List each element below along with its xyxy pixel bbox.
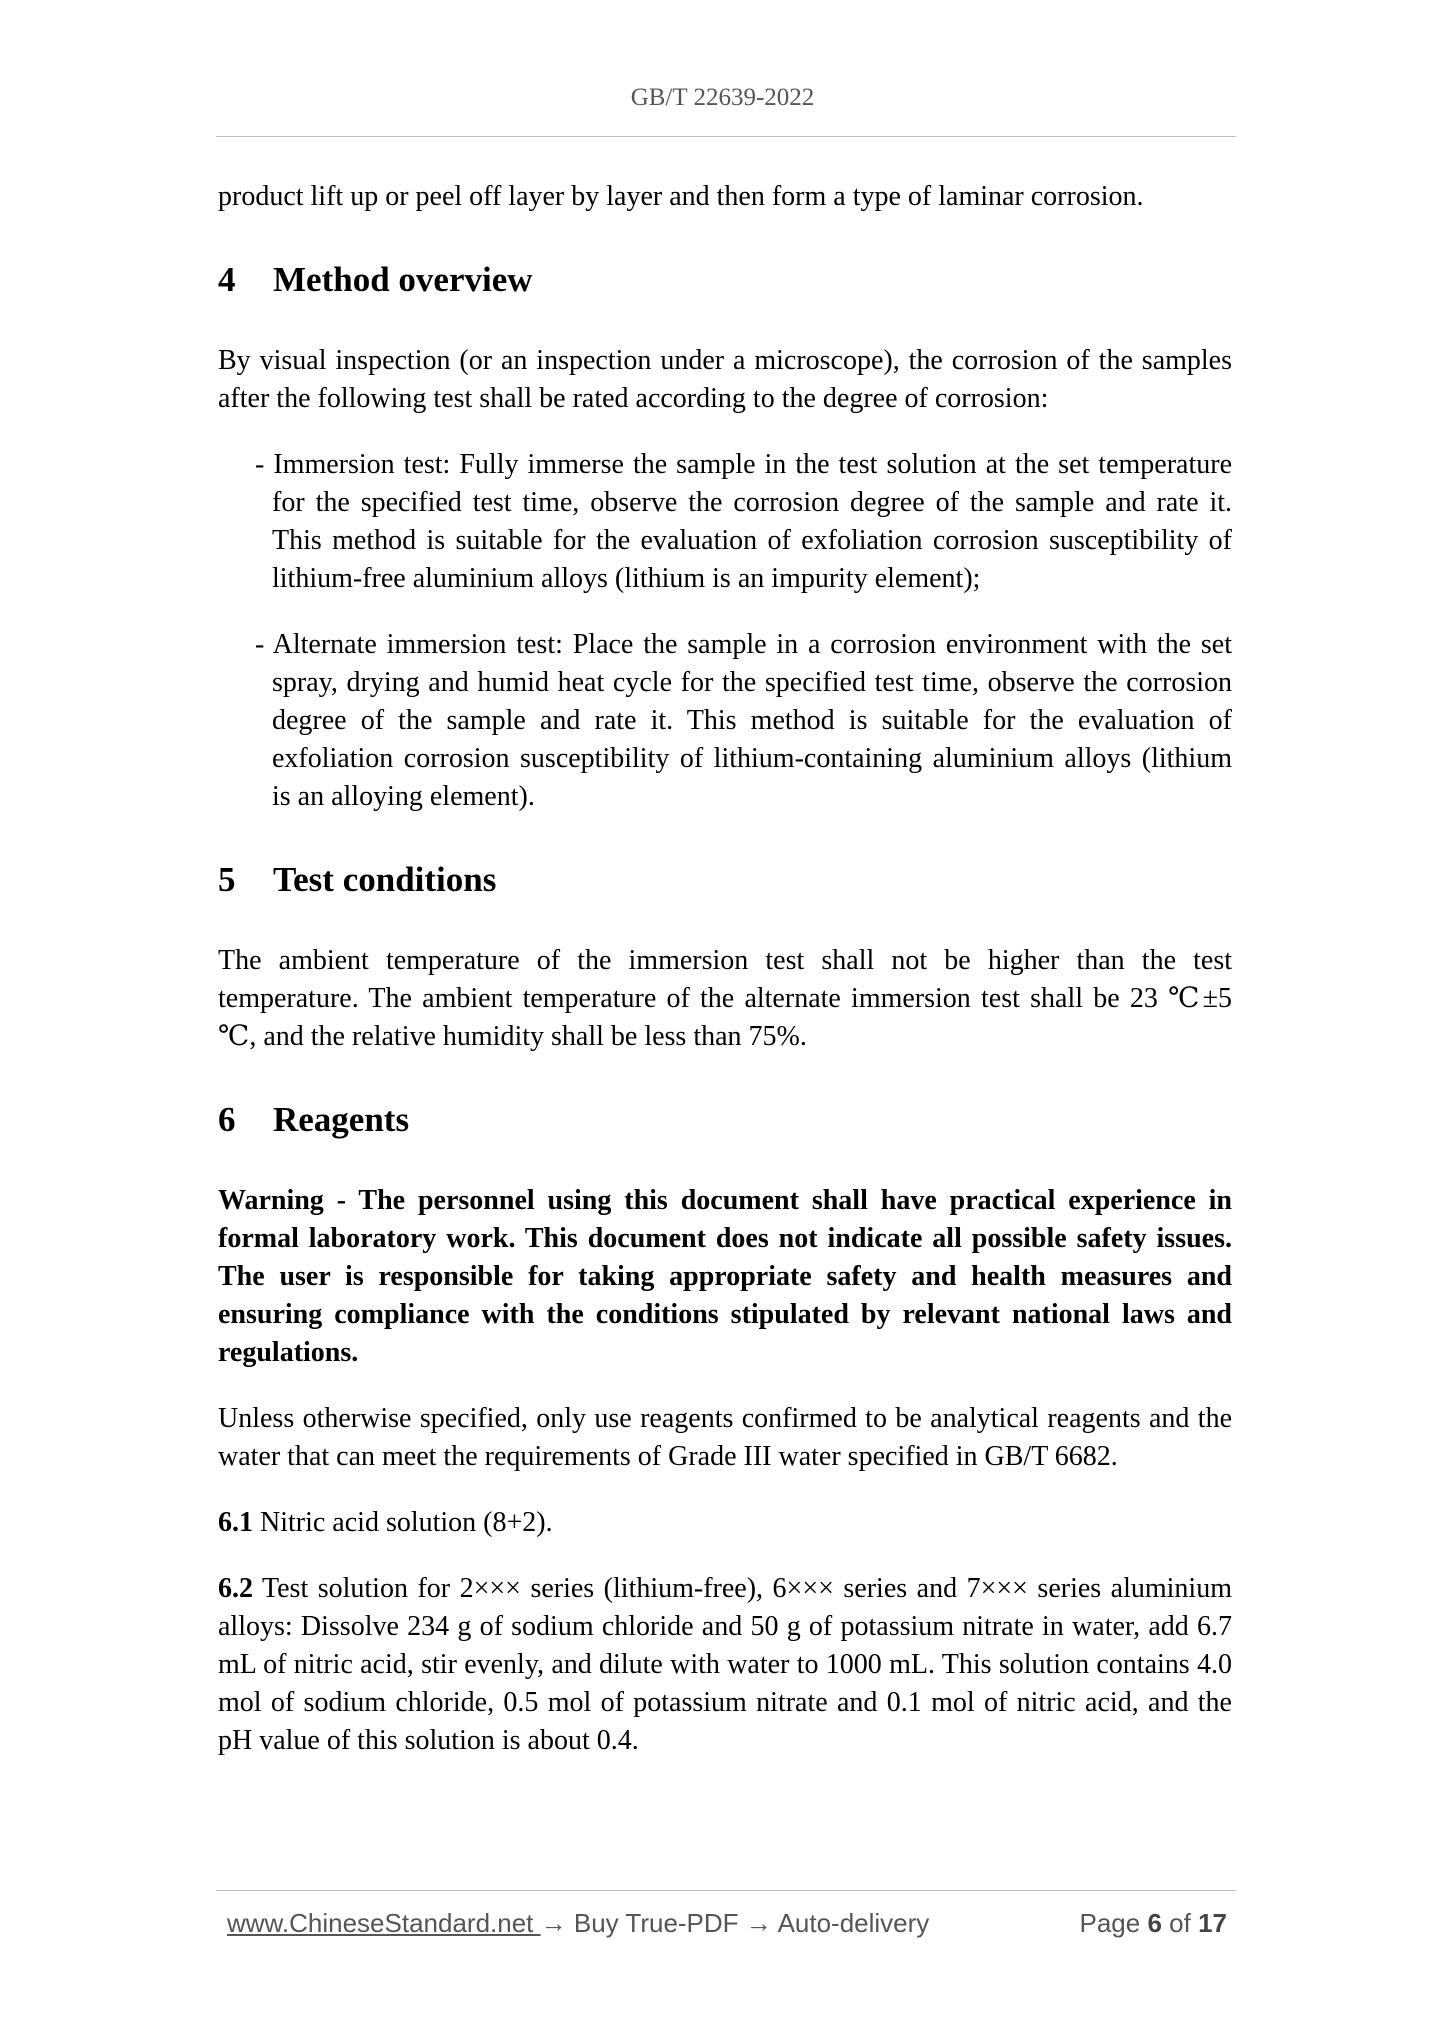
section-5-paragraph: The ambient temperature of the immersion test shall not be higher than the test temperature. The ambient temperature of the alternate immersion test shall be 23 ℃±5 ℃, and the relative humidity shall be less than 75%. — [218, 945, 1232, 1052]
page-number: 6 — [1147, 1908, 1162, 1938]
page-total: 17 — [1198, 1908, 1227, 1938]
clause-6-2-number: 6.2 — [218, 1573, 253, 1604]
clause-6-1-number: 6.1 — [218, 1507, 253, 1538]
clause-6-2-text: Test solution for 2××× series (lithium-free), 6××× series and 7××× series aluminium alloys: Dissolve 234 g of sodium chloride and 50 g of potassium nitrate in water, add 6.7 mL of nitric acid, stir evenly, and dilute with water to 1000 mL. This solution contains 4.0 mol of sodium chloride, 0.5 mol of potassium nitrate and 0.1 mol of nitric acid, and the pH value of this solution is about 0.4. — [218, 1573, 1232, 1756]
intro-continuation: product lift up or peel off layer by layer and then form a type of laminar corrosion. — [218, 181, 1144, 212]
section-6-heading — [218, 1098, 1232, 1142]
footer — [227, 1908, 1227, 1944]
section-4-number: 4 — [218, 260, 236, 299]
footer-divider — [216, 1890, 1236, 1891]
clause-6-1-text: Nitric acid solution (8+2). — [260, 1507, 553, 1538]
clause-6-2 — [218, 1570, 1232, 1760]
page-word: Page — [1079, 1908, 1141, 1938]
list-item-immersion-test: - Immersion test: Fully immerse the sample in the test solution at the set temperature for the specified test time, observe the corrosion degree of the sample and rate it. This method is suitable for the evaluation of exfoliation corrosion susceptibility of lithium-free aluminium alloys (lithium is an impurity element); — [255, 449, 1232, 594]
warning-paragraph: Warning - The personnel using this document shall have practical experience in formal laboratory work. This document does not indicate all possible safety issues. The user is responsible for taking appropriate safety and health measures and ensuring compliance with the conditions stipulated by relevant national laws and regulations. — [218, 1185, 1232, 1368]
header-divider — [216, 136, 1236, 137]
list-item-alternate-immersion-test: - Alternate immersion test: Place the sample in a corrosion environment with the set spray, drying and humid heat cycle for the specified test time, observe the corrosion degree of the sample and rate it. This method is suitable for the evaluation of exfoliation corrosion susceptibility of lithium-containing aluminium alloys (lithium is an alloying element). — [255, 629, 1232, 812]
of-word: of — [1169, 1908, 1191, 1938]
section-4-paragraph: By visual inspection (or an inspection under a microscope), the corrosion of the samples after the following test shall be rated according to the degree of corrosion: — [218, 345, 1232, 414]
footer-promo: → Buy True-PDF → Auto-delivery — [540, 1908, 930, 1938]
section-6-number: 6 — [218, 1100, 236, 1139]
header-standard-id: GB/T 22639-2022 — [630, 84, 815, 111]
page-counter — [1079, 1908, 1227, 1939]
section-5-number: 5 — [218, 860, 236, 899]
section-6-paragraph: Unless otherwise specified, only use reagents confirmed to be analytical reagents and the water that can meet the requirements of Grade III water specified in GB/T 6682. — [218, 1403, 1232, 1472]
clause-6-1 — [218, 1504, 1232, 1542]
section-5-title: Test conditions — [273, 860, 497, 899]
site-link[interactable]: www.ChineseStandard.net — [227, 1908, 541, 1938]
section-4-title: Method overview — [273, 260, 533, 299]
section-6-title: Reagents — [273, 1100, 410, 1139]
section-5-heading — [218, 858, 1232, 902]
page-body — [218, 178, 1232, 1760]
footer-left — [227, 1908, 929, 1939]
section-4-heading — [218, 258, 1232, 302]
